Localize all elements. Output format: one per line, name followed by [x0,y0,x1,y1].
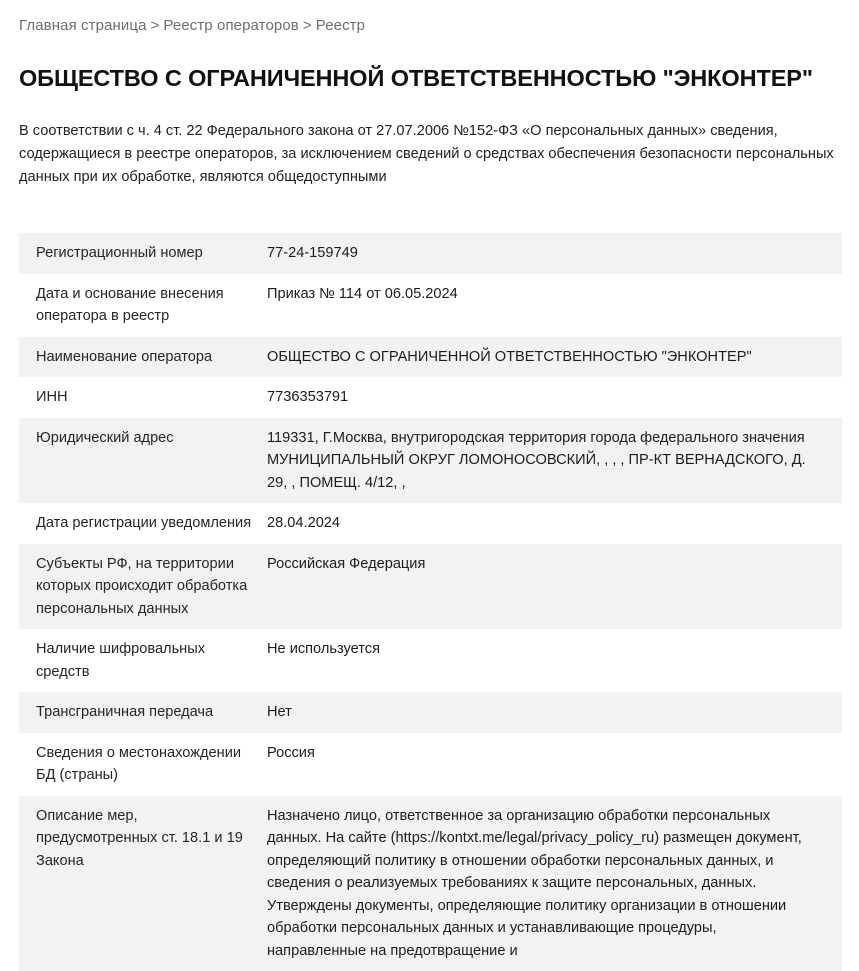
row-label [19,274,267,337]
row-value-text: ОБЩЕСТВО С ОГРАНИЧЕННОЙ ОТВЕТСТВЕННОСТЬЮ "ЭНКОНТЕР" [267,346,812,369]
row-value-text: 119331, Г.Москва, внутригородская территория города федерального значения МУНИЦИПАЛЬНЫЙ ОКРУГ ЛОМОНОСОВСКИЙ, , , , ПР-КТ ВЕРНАДСКОГО, Д. 29, , ПОМЕЩ. 4/12, , [267,427,812,495]
row-value-text: 28.04.2024 [267,512,812,535]
intro-paragraph: В соответствии с ч. 4 ст. 22 Федерального закона от 27.07.2006 №152-ФЗ «О персональных данных» сведения, содержащиеся в реестре операторов, за исключением сведений о средствах обеспечения безопасности персональных данных при их обработке, являются общедоступными [19,120,837,189]
row-label [19,337,267,378]
row-value-text: Не используется [267,638,812,661]
table-row [19,233,842,274]
row-value-text: Приказ № 114 от 06.05.2024 [267,283,812,306]
row-value [267,233,842,274]
row-value-text: Россия [267,742,812,765]
row-label-text: Субъекты РФ, на территории которых происходит обработка персональных данных [36,553,255,621]
page-title: ОБЩЕСТВО С ОГРАНИЧЕННОЙ ОТВЕТСТВЕННОСТЬЮ "ЭНКОНТЕР" [19,63,840,93]
table-row [19,733,842,796]
row-label [19,503,267,544]
breadcrumb-separator: > [147,17,164,34]
operator-details-table [19,233,842,971]
row-label [19,377,267,418]
row-label [19,692,267,733]
table-row [19,629,842,692]
row-label-text: Наличие шифровальных средств [36,638,255,683]
table-row [19,377,842,418]
row-value-text: Назначено лицо, ответственное за организацию обработки персональных данных. На сайте (https://kontxt.me/legal/privacy_policy_ru) размещен документ, определяющий политику в отношении обработки персональных данных, и сведения о реализуемых требованиях к защите персональных, данных. Утверждены документы, определяющие политику организации в отношении обработки персональных данных и устанавливающие процедуры, направленные на предотвращение и [267,805,812,963]
row-label [19,733,267,796]
row-label-text: Дата регистрации уведомления [36,512,255,535]
breadcrumb [0,0,859,36]
row-label [19,233,267,274]
row-label-text: Описание мер, предусмотренных ст. 18.1 и 19 Закона [36,805,255,873]
row-label-text: Сведения о местонахождении БД (страны) [36,742,255,787]
breadcrumb-item-operators-registry[interactable]: Реестр операторов [163,17,298,34]
breadcrumb-item-home[interactable]: Главная страница [19,17,147,34]
row-label-text: Дата и основание внесения оператора в реестр [36,283,255,328]
row-value [267,274,842,337]
row-value [267,692,842,733]
row-label-text: Регистрационный номер [36,242,255,265]
row-value [267,337,842,378]
row-label-text: Наименование оператора [36,346,255,369]
table-row [19,418,842,504]
row-label-text: Трансграничная передача [36,701,255,724]
row-value [267,629,842,692]
row-value-text: Российская Федерация [267,553,812,576]
breadcrumb-separator: > [299,17,316,34]
table-row [19,337,842,378]
row-label [19,544,267,630]
row-value [267,796,842,971]
breadcrumb-item-registry[interactable]: Реестр [316,17,365,34]
table-row [19,692,842,733]
row-value [267,503,842,544]
row-value-text: 77-24-159749 [267,242,812,265]
row-value [267,418,842,504]
row-value [267,544,842,630]
row-label [19,418,267,504]
row-value-text: 7736353791 [267,386,812,409]
row-label [19,629,267,692]
row-label-text: Юридический адрес [36,427,255,450]
table-row [19,796,842,971]
row-value-text: Нет [267,701,812,724]
row-label-text: ИНН [36,386,255,409]
table-body [19,233,842,971]
table-row [19,544,842,630]
row-value [267,733,842,796]
table-row [19,274,842,337]
row-label [19,796,267,971]
table-row [19,503,842,544]
row-value [267,377,842,418]
